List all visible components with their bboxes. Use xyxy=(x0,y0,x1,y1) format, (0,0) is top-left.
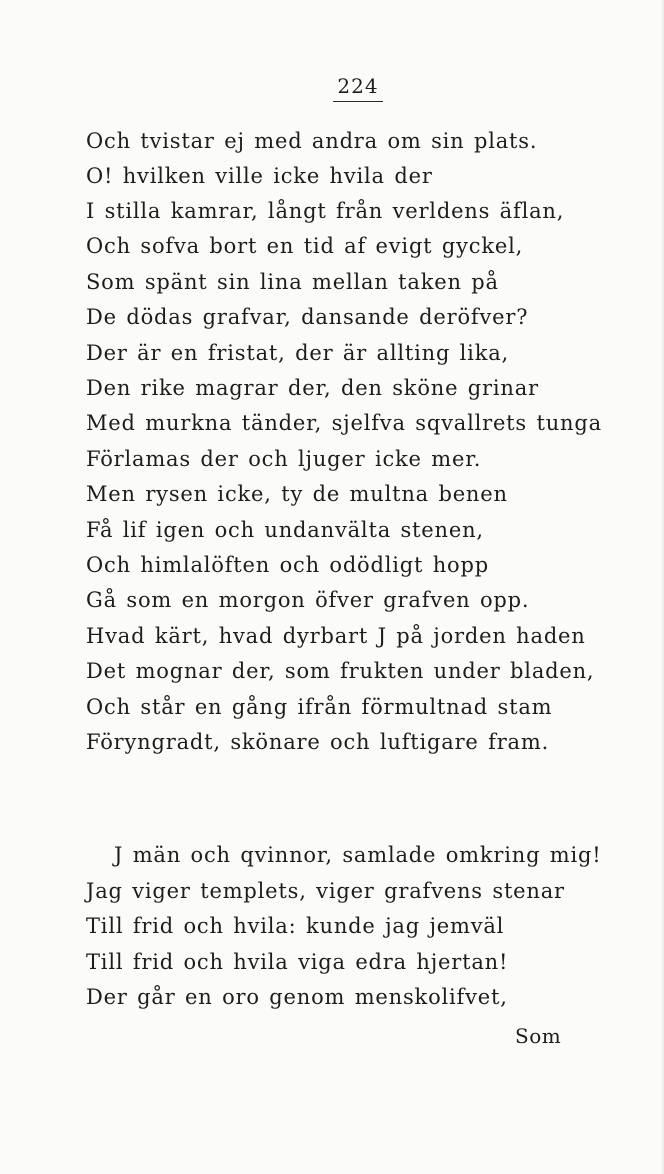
poem-line: De dödas grafvar, dansande deröfver? xyxy=(86,305,529,329)
poem-line: Hvad kärt, hvad dyrbart J på jorden haden xyxy=(86,624,586,648)
page-number: 224 xyxy=(337,74,379,98)
poem-line: Och tvistar ej med andra om sin plats. xyxy=(86,129,538,153)
poem-line: I stilla kamrar, långt från verldens äflan, xyxy=(86,199,565,223)
poem-line: Föryngradt, skönare och luftigare fram. xyxy=(86,730,550,754)
poem-line: Jag viger templets, viger grafvens stenar xyxy=(86,879,565,903)
poem-line: Till frid och hvila viga edra hjertan! xyxy=(86,950,509,974)
poem-line: Med murkna tänder, sjelfva sqvallrets tunga xyxy=(86,411,602,435)
catchword: Som xyxy=(515,1024,562,1048)
poem-line: Men rysen icke, ty de multna benen xyxy=(86,482,508,506)
poem-line: Och himlalöften och odödligt hopp xyxy=(86,553,489,577)
poem-line: Den rike magrar der, den sköne grinar xyxy=(86,376,539,400)
poem-line: Få lif igen och undanvälta stenen, xyxy=(86,518,484,542)
poem-line: Som spänt sin lina mellan taken på xyxy=(86,270,499,294)
poem-line: Och står en gång ifrån förmultnad stam xyxy=(86,695,553,719)
poem-line: Förlamas der och ljuger icke mer. xyxy=(86,447,482,471)
poem-line: Der är en fristat, der är allting lika, xyxy=(86,341,510,365)
poem-line: Det mognar der, som frukten under bladen, xyxy=(86,659,595,683)
poem-line: Gå som en morgon öfver grafven opp. xyxy=(86,588,530,612)
poem-line: Och sofva bort en tid af evigt gyckel, xyxy=(86,234,524,258)
page-number-rule xyxy=(333,101,383,102)
poem-line: O! hvilken ville icke hvila der xyxy=(86,164,433,188)
poem-line: Till frid och hvila: kunde jag jemväl xyxy=(86,914,505,938)
poem-line: Der går en oro genom menskolifvet, xyxy=(86,985,508,1009)
poem-line-indented: J män och qvinnor, samlade omkring mig! xyxy=(114,843,602,867)
